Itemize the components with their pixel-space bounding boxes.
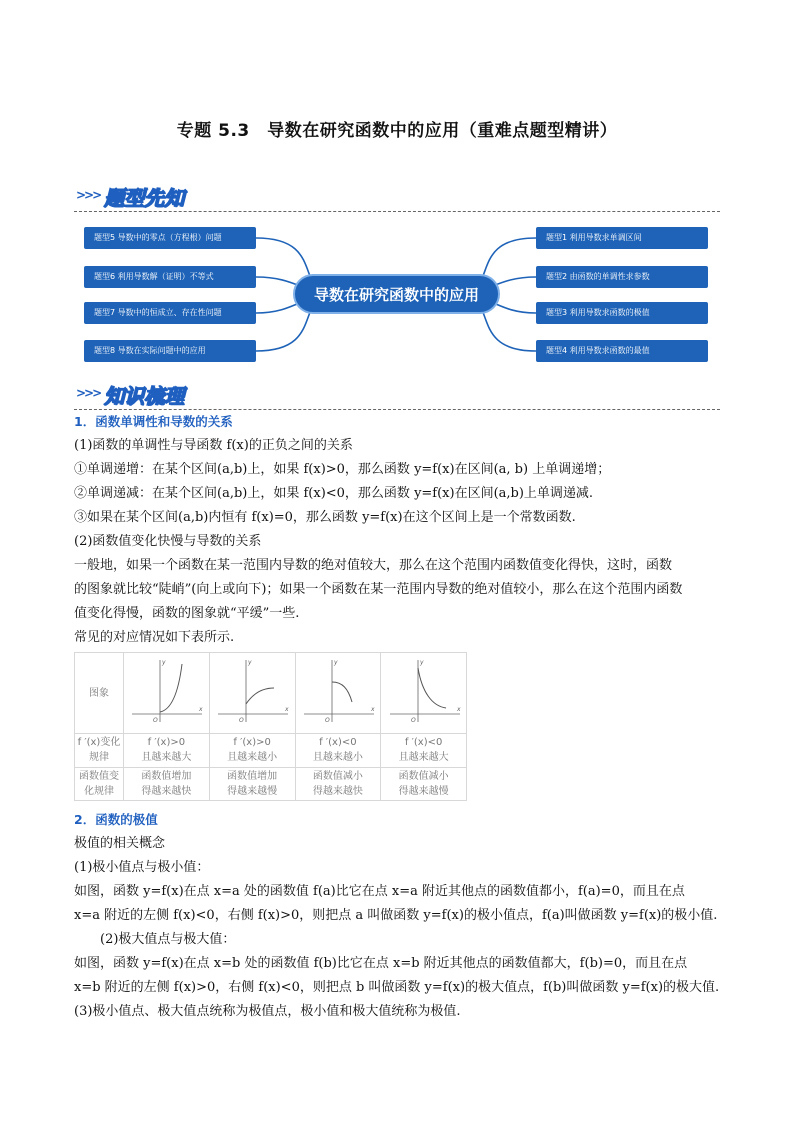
func-cell-2 bbox=[209, 767, 295, 801]
func-change: 函数值减小 bbox=[398, 770, 449, 782]
text-line: 值变化得慢，函数的图象就“平缓”一些. bbox=[74, 606, 300, 621]
func-cell-3 bbox=[295, 767, 381, 801]
mindmap-node-type7: 题型7 导数中的恒成立、存在性问题 bbox=[84, 302, 256, 324]
axis-x-label: x bbox=[199, 705, 203, 713]
deriv-rule: 且越来越小 bbox=[312, 752, 363, 764]
func-cell-4 bbox=[381, 767, 467, 801]
graph-cell-4 bbox=[381, 653, 467, 734]
origin-label: O bbox=[410, 716, 416, 724]
heading-extremum: 2．函数的极值 bbox=[74, 812, 158, 827]
text-line: 的图象就比较“陡峭”(向上或向下)；如果一个函数在某一范围内导数的绝对值较小，那么在这个范围内函数 bbox=[74, 582, 683, 597]
text-line: 极值的相关概念 bbox=[74, 836, 166, 851]
text-line: 常见的对应情况如下表所示. bbox=[74, 630, 235, 645]
text-line: (1)极小值点与极小值： bbox=[74, 860, 210, 875]
graph-decreasing-faster bbox=[298, 656, 378, 726]
origin-label: O bbox=[153, 716, 159, 724]
axis-y-label: y bbox=[162, 658, 166, 666]
text-line: ③如果在某个区间(a,b)内恒有 f(x)=0，那么函数 y=f(x)在这个区间上是一个常数函数. bbox=[74, 510, 576, 525]
deriv-sign: f ′(x)>0 bbox=[147, 737, 186, 749]
deriv-cell-3 bbox=[295, 734, 381, 768]
text-line: x=a 附近的左侧 f(x)<0，右侧 f(x)>0，则把点 a 叫做函数 y=f(x)的极小值点，f(a)叫做函数 y=f(x)的极小值. bbox=[74, 908, 718, 923]
deriv-sign: f ′(x)<0 bbox=[319, 737, 357, 749]
graph-increasing-slower bbox=[212, 656, 292, 726]
text-line: 一般地，如果一个函数在某一范围内导数的绝对值较大，那么在这个范围内函数值变化得快，这时，函数 bbox=[74, 558, 673, 573]
func-change: 函数值减小 bbox=[312, 770, 363, 782]
mind-map bbox=[84, 222, 710, 366]
axis-x-label: x bbox=[285, 705, 289, 713]
func-rule: 得越来越快 bbox=[141, 785, 192, 797]
mindmap-node-type3: 题型3 利用导数求函数的极值 bbox=[536, 302, 708, 324]
deriv-sign: f ′(x)<0 bbox=[404, 737, 443, 749]
section-header-knowledge bbox=[74, 380, 720, 410]
mindmap-node-type1: 题型1 利用导数求单调区间 bbox=[536, 227, 708, 249]
mindmap-node-type5: 题型5 导数中的零点（方程根）问题 bbox=[84, 227, 256, 249]
text-line: 如图，函数 y=f(x)在点 x=a 处的函数值 f(a)比它在点 x=a 附近其他点的函数值都小，f(a)=0，而且在点 bbox=[74, 884, 685, 899]
text-line: x=b 附近的左侧 f(x)>0，右侧 f(x)<0，则把点 b 叫做函数 y=f(x)的极大值点，f(b)叫做函数 y=f(x)的极大值. bbox=[74, 980, 720, 995]
mindmap-node-type2: 题型2 由函数的单调性求参数 bbox=[536, 266, 708, 288]
deriv-rule: 且越来越大 bbox=[141, 752, 192, 764]
mindmap-node-type8: 题型8 导数在实际问题中的应用 bbox=[84, 340, 256, 362]
func-rule: 得越来越慢 bbox=[227, 785, 278, 797]
dashed-divider bbox=[74, 211, 720, 212]
graph-decreasing-slower bbox=[384, 656, 464, 726]
func-rule: 得越来越快 bbox=[312, 785, 363, 797]
deriv-sign: f ′(x)>0 bbox=[233, 737, 271, 749]
deriv-cell-2 bbox=[209, 734, 295, 768]
func-cell-1 bbox=[124, 767, 210, 801]
section-header-label: 题型先知 bbox=[104, 186, 184, 210]
section-header-label: 知识梳理 bbox=[104, 384, 184, 408]
mindmap-node-type4: 题型4 利用导数求函数的最值 bbox=[536, 340, 708, 362]
axis-x-label: x bbox=[456, 705, 461, 713]
row-label-graph: 图象 bbox=[75, 653, 124, 734]
text-line: 如图，函数 y=f(x)在点 x=b 处的函数值 f(b)比它在点 x=b 附近其他点的函数值都大，f(b)=0，而且在点 bbox=[74, 956, 688, 971]
mindmap-node-type6: 题型6 利用导数解（证明）不等式 bbox=[84, 266, 256, 288]
text-line: (2)函数值变化快慢与导数的关系 bbox=[74, 534, 262, 549]
deriv-cell-1 bbox=[124, 734, 210, 768]
axis-y-label: y bbox=[419, 658, 424, 666]
origin-label: O bbox=[324, 716, 330, 724]
graph-cell-2 bbox=[209, 653, 295, 734]
graph-cell-3 bbox=[295, 653, 381, 734]
graph-cell-1 bbox=[124, 653, 210, 734]
heading-monotonicity: 1．函数单调性和导数的关系 bbox=[74, 414, 233, 429]
axis-y-label: y bbox=[248, 658, 252, 666]
origin-label: O bbox=[239, 716, 244, 724]
func-change: 函数值增加 bbox=[227, 770, 278, 782]
func-rule: 得越来越慢 bbox=[398, 785, 449, 797]
deriv-rule: 且越来越小 bbox=[227, 752, 278, 764]
row-label-deriv: f ′(x)变化规律 bbox=[75, 734, 124, 768]
deriv-rule: 且越来越大 bbox=[398, 752, 449, 764]
text-line: ②单调递减：在某个区间(a,b)上，如果 f(x)<0，那么函数 y=f(x)在区间(a,b)上单调递减. bbox=[74, 486, 594, 501]
axis-y-label: y bbox=[333, 658, 338, 666]
deriv-cell-4 bbox=[381, 734, 467, 768]
mindmap-center: 导数在研究函数中的应用 bbox=[293, 274, 500, 314]
section-header-preview bbox=[74, 182, 720, 212]
dashed-divider bbox=[74, 409, 720, 410]
axis-x-label: x bbox=[370, 705, 375, 713]
text-line: (2)极大值点与极大值： bbox=[100, 932, 236, 947]
derivative-table bbox=[74, 652, 467, 801]
func-change: 函数值增加 bbox=[141, 770, 192, 782]
text-line: (1)函数的单调性与导函数 f(x)的正负之间的关系 bbox=[74, 438, 353, 453]
graph-increasing-faster bbox=[126, 656, 206, 726]
text-line: (3)极小值点、极大值点统称为极值点，极小值和极大值统称为极值. bbox=[74, 1004, 461, 1019]
text-line: ①单调递增：在某个区间(a,b)上，如果 f(x)>0，那么函数 y=f(x)在区间(a, b) 上单调递增； bbox=[74, 462, 611, 477]
arrows-icon: >>> bbox=[76, 386, 101, 400]
page-title: 专题 5.3 导数在研究函数中的应用（重难点题型精讲） bbox=[176, 121, 618, 141]
arrows-icon: >>> bbox=[76, 188, 101, 202]
row-label-func: 函数值变化规律 bbox=[75, 767, 124, 801]
